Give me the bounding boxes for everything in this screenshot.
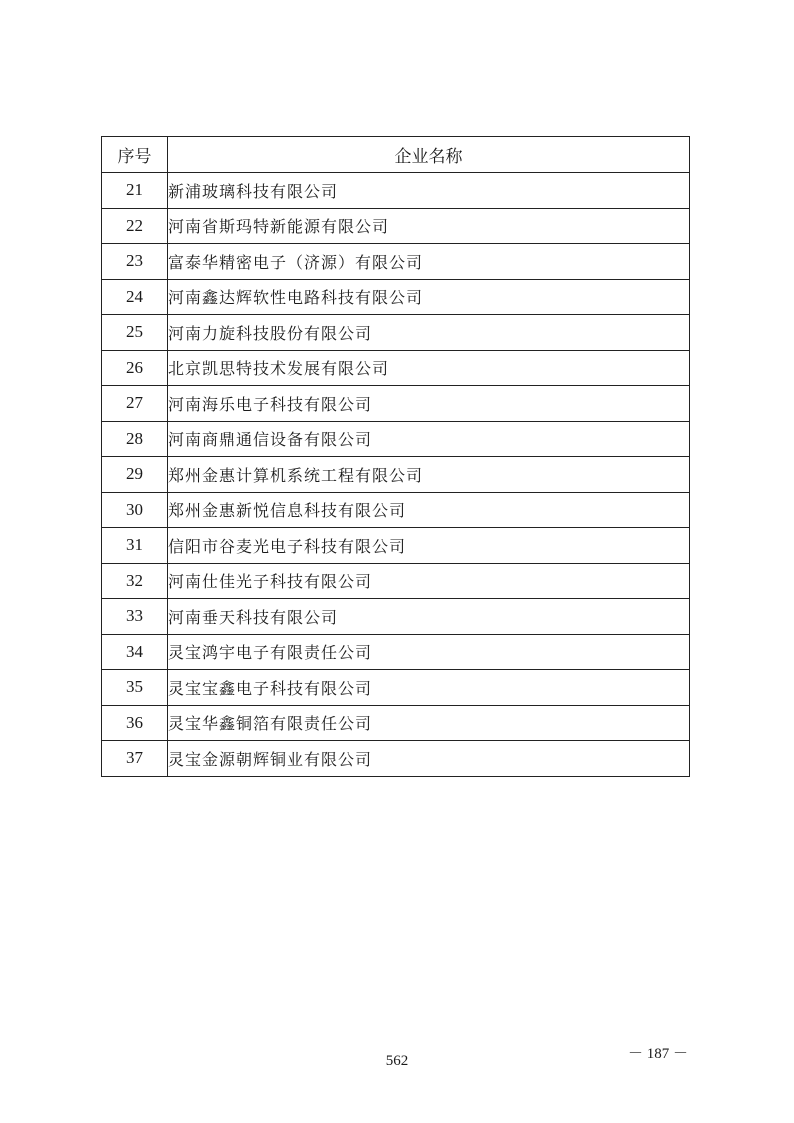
row-seq-cell: 37 [102,741,168,777]
table-row [102,563,690,599]
row-seq-cell: 35 [102,670,168,706]
row-seq-cell: 22 [102,208,168,244]
table-row [102,421,690,457]
row-seq-cell: 24 [102,279,168,315]
row-seq-cell: 26 [102,350,168,386]
row-seq-cell: 27 [102,386,168,422]
row-company-name-cell: 灵宝宝鑫电子科技有限公司 [168,670,690,706]
table-row [102,244,690,280]
table-row [102,315,690,351]
row-company-name-cell: 河南垂天科技有限公司 [168,599,690,635]
company-list-table [101,136,690,777]
row-company-name-cell: 新浦玻璃科技有限公司 [168,173,690,209]
row-company-name-cell: 郑州金惠新悦信息科技有限公司 [168,492,690,528]
row-company-name-cell: 信阳市谷麦光电子科技有限公司 [168,528,690,564]
table-row [102,350,690,386]
table-row [102,457,690,493]
row-company-name-cell: 灵宝华鑫铜箔有限责任公司 [168,705,690,741]
table-row [102,492,690,528]
row-seq-cell: 29 [102,457,168,493]
table-header-row [102,137,690,173]
row-seq-cell: 31 [102,528,168,564]
original-page-number: － 187 － [628,1046,689,1062]
row-company-name-cell: 灵宝金源朝辉铜业有限公司 [168,741,690,777]
row-seq-cell: 30 [102,492,168,528]
table-row [102,599,690,635]
table-row [102,634,690,670]
table-row [102,386,690,422]
table-row [102,173,690,209]
row-company-name-cell: 河南仕佳光子科技有限公司 [168,563,690,599]
row-seq-cell: 36 [102,705,168,741]
row-seq-cell: 34 [102,634,168,670]
header-company-name: 企业名称 [168,137,690,173]
row-seq-cell: 25 [102,315,168,351]
row-company-name-cell: 河南鑫达辉软性电路科技有限公司 [168,279,690,315]
table-row [102,705,690,741]
row-seq-cell: 28 [102,421,168,457]
row-company-name-cell: 灵宝鸿宇电子有限责任公司 [168,634,690,670]
page-number: 562 [385,1053,409,1069]
row-company-name-cell: 郑州金惠计算机系统工程有限公司 [168,457,690,493]
row-company-name-cell: 河南商鼎通信设备有限公司 [168,421,690,457]
table-row [102,670,690,706]
row-company-name-cell: 河南海乐电子科技有限公司 [168,386,690,422]
row-company-name-cell: 河南省斯玛特新能源有限公司 [168,208,690,244]
table-row [102,741,690,777]
table-row [102,208,690,244]
table-row [102,528,690,564]
row-seq-cell: 33 [102,599,168,635]
row-company-name-cell: 北京凯思特技术发展有限公司 [168,350,690,386]
row-company-name-cell: 河南力旋科技股份有限公司 [168,315,690,351]
table-row [102,279,690,315]
row-seq-cell: 21 [102,173,168,209]
row-seq-cell: 32 [102,563,168,599]
row-company-name-cell: 富泰华精密电子（济源）有限公司 [168,244,690,280]
row-seq-cell: 23 [102,244,168,280]
header-seq: 序号 [102,137,168,173]
table-body [102,173,690,777]
